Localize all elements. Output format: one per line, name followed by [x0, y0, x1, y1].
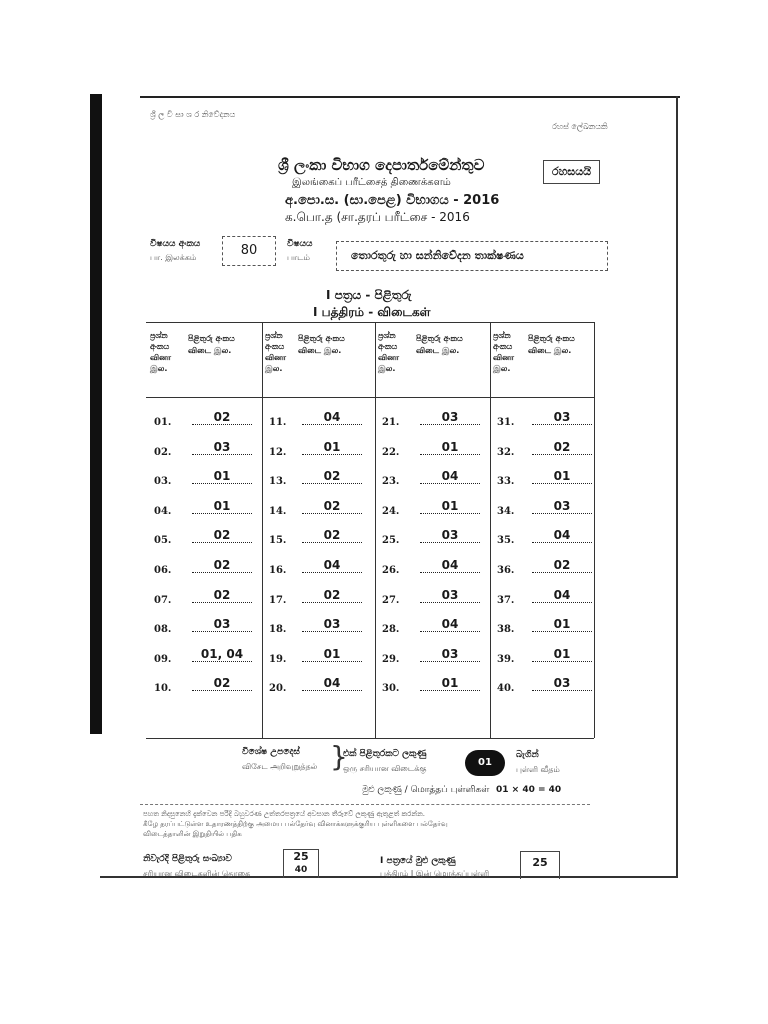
question-number: 35. — [497, 535, 515, 547]
qno-column-header: இல. — [493, 364, 511, 373]
answer-value: 02 — [192, 588, 252, 603]
question-number: 22. — [382, 446, 400, 458]
answer-value: 02 — [192, 410, 252, 425]
instructions-label-si: විශේෂ උපදෙස් — [242, 747, 300, 757]
answer-value: 03 — [532, 676, 592, 691]
answer-value: 03 — [192, 440, 252, 455]
answer-column-header: விடை இல. — [528, 346, 572, 355]
qno-column-header: ප්‍රශ්න — [265, 331, 283, 340]
correct-count-box — [283, 849, 319, 878]
question-number: 15. — [269, 535, 287, 547]
qno-column-header: අංකය — [265, 342, 285, 351]
paper-total-label-ta: பத்திரம் I இன் மொத்தப்புள்ளி — [380, 869, 490, 878]
question-number: 20. — [269, 683, 287, 695]
answer-column-header: පිළිතුරු අංකය — [528, 334, 575, 343]
each-label-ta: புள்ளி வீதம் — [516, 765, 560, 774]
answer-value: 01 — [302, 440, 362, 455]
answer-value: 03 — [420, 410, 480, 425]
answer-value: 02 — [302, 499, 362, 514]
qno-column-header: අංකය — [150, 342, 170, 351]
question-number: 25. — [382, 535, 400, 547]
question-number: 03. — [154, 476, 172, 488]
question-number: 24. — [382, 505, 400, 517]
question-number: 11. — [269, 417, 287, 428]
question-number: 06. — [154, 565, 172, 576]
answer-value: 02 — [192, 528, 252, 543]
question-number: 14. — [269, 505, 287, 517]
instructions-label-ta: விசேட அறிவுறுத்தல் — [242, 762, 318, 771]
question-number: 12. — [269, 446, 287, 458]
answer-column-header: விடை இல. — [416, 346, 460, 355]
per-answer-label-ta: ஒரு சரியான விடைக்கு — [343, 764, 427, 773]
subject-code-label-si: විෂයය අංකය — [150, 239, 201, 249]
answer-column-header: விடை இல. — [298, 346, 342, 355]
qno-column-header: ප්‍රශ්න — [493, 331, 511, 340]
answer-column-header: පිළිතුරු අංකය — [416, 334, 463, 343]
answer-value: 01 — [532, 617, 592, 632]
answer-value: 01 — [302, 647, 362, 662]
answer-column-header: விடை இல. — [188, 346, 232, 355]
question-number: 33. — [497, 476, 515, 488]
question-number: 38. — [497, 624, 515, 636]
question-number: 09. — [154, 653, 172, 665]
qno-column-header: இல. — [265, 364, 283, 373]
question-number: 13. — [269, 476, 287, 488]
qno-column-header: வினா — [378, 353, 400, 362]
answer-value: 02 — [302, 528, 362, 543]
corner-top-right: රහස් ලේඛනයකි — [552, 122, 608, 131]
answer-value: 01 — [420, 440, 480, 455]
paper-total-label-si: I පත්‍රයේ මුළු ලකුණු — [380, 856, 456, 866]
question-number: 40. — [497, 683, 515, 695]
subject-name-box — [336, 241, 608, 271]
answer-value: 03 — [420, 588, 480, 603]
answer-value: 02 — [192, 558, 252, 573]
answer-value: 01 — [420, 499, 480, 514]
qno-column-header: අංකය — [493, 342, 513, 351]
answer-value: 04 — [532, 588, 592, 603]
question-number: 08. — [154, 624, 172, 636]
answer-value: 02 — [302, 588, 362, 603]
question-number: 29. — [382, 653, 400, 665]
answer-value: 04 — [532, 528, 592, 543]
qno-column-header: வினா — [493, 353, 515, 362]
answer-column-header: පිළිතුරු අංකය — [298, 334, 345, 343]
section-title-si: I පත්‍රය - පිළිතුරු — [326, 288, 412, 302]
correct-count-label-si: නිවැරදි පිළිතුරු සංඛ්‍යාව — [143, 854, 232, 864]
question-number: 16. — [269, 565, 287, 576]
correct-count-value-2: 40 — [294, 865, 308, 875]
correct-count-label-ta: சரியான விடைகளின் தொகை — [143, 869, 251, 878]
table-divider-4 — [594, 322, 595, 738]
question-number: 04. — [154, 505, 172, 517]
qno-column-header: இல. — [150, 364, 168, 373]
answer-value: 01 — [420, 676, 480, 691]
table-divider-3 — [490, 322, 491, 738]
qno-column-header: ප්‍රශ්න — [150, 331, 168, 340]
answer-value: 04 — [302, 558, 362, 573]
answer-value: 04 — [420, 469, 480, 484]
answer-value: 02 — [302, 469, 362, 484]
answer-value: 04 — [302, 676, 362, 691]
answer-value: 04 — [302, 410, 362, 425]
subject-name-label-si: විෂයය — [287, 239, 313, 249]
subject-code-label-ta: பா. இலக்கம் — [150, 253, 197, 262]
answer-value: 03 — [532, 499, 592, 514]
subject-name-label-ta: பாடம் — [287, 253, 310, 262]
question-number: 26. — [382, 565, 400, 576]
question-number: 28. — [382, 624, 400, 636]
qno-column-header: வினா — [150, 353, 172, 362]
qno-column-header: இல. — [378, 364, 396, 373]
table-divider-1 — [262, 322, 263, 738]
question-number: 02. — [154, 446, 172, 458]
note-line-3: விடைத்தாளின் இறுதியில் பதிக — [143, 830, 242, 838]
answer-value: 03 — [192, 617, 252, 632]
scan-edge-right — [676, 96, 678, 878]
total-marks-label: මුළු ලකුණු / மொத்தப் புள்ளிகள் — [362, 785, 490, 795]
question-number: 23. — [382, 476, 400, 488]
question-number: 17. — [269, 594, 287, 606]
scan-shadow-left — [90, 94, 102, 734]
total-marks-formula: 01 × 40 = 40 — [496, 785, 562, 795]
table-divider-2 — [375, 322, 376, 738]
table-header-rule — [146, 397, 594, 398]
answer-value: 01, 04 — [192, 647, 252, 662]
table-top-rule — [146, 322, 594, 323]
paper-total-value: 25 — [532, 856, 548, 869]
department-title-si: ශ්‍රී ලංකා විභාග දෙපාර්තමේන්තුව — [278, 156, 485, 174]
question-number: 01. — [154, 417, 172, 428]
per-answer-label-si: එක් පිළිතුරකට ලකුණු — [343, 749, 427, 759]
answer-value: 03 — [420, 528, 480, 543]
brace-glyph: } — [330, 740, 348, 773]
corner-top-left: ශ්‍රී ල වි සා ශ ර නිවේදනය — [150, 110, 236, 119]
subject-name: තොරතුරු හා සන්නිවේදන තාක්ෂණය — [351, 249, 524, 262]
qno-column-header: வினா — [265, 353, 287, 362]
subject-code: 80 — [240, 243, 258, 258]
question-number: 39. — [497, 653, 515, 665]
answer-value: 01 — [532, 647, 592, 662]
note-line-2: கீழே தரப்பட்டுள்ள உதாரணத்திற்கு அமைய பல்தேர்வு வினாக்களுக்குரிய புள்ளிகளை பல்தேர்வு — [143, 820, 448, 828]
answer-value: 01 — [192, 469, 252, 484]
answer-value: 04 — [420, 558, 480, 573]
answer-column-header: පිළිතුරු අංකය — [188, 334, 235, 343]
question-number: 36. — [497, 565, 515, 576]
subject-code-box — [222, 236, 276, 266]
answer-value: 01 — [532, 469, 592, 484]
question-number: 37. — [497, 594, 515, 606]
question-number: 07. — [154, 594, 172, 606]
answer-value: 02 — [192, 676, 252, 691]
answer-value: 03 — [420, 647, 480, 662]
question-number: 21. — [382, 417, 400, 428]
paper-total-box — [520, 851, 560, 879]
table-bottom-rule — [146, 738, 594, 739]
each-label-si: බැගින් — [516, 750, 539, 760]
question-number: 10. — [154, 683, 172, 695]
qno-column-header: අංකය — [378, 342, 398, 351]
question-number: 05. — [154, 535, 172, 547]
question-number: 27. — [382, 594, 400, 606]
question-number: 31. — [497, 417, 515, 428]
question-number: 34. — [497, 505, 515, 517]
marks-per-answer-badge: 01 — [465, 750, 505, 776]
answer-value: 02 — [532, 558, 592, 573]
answer-value: 02 — [532, 440, 592, 455]
answer-value: 04 — [420, 617, 480, 632]
question-number: 30. — [382, 683, 400, 695]
department-title-ta: இலங்கைப் பரீட்சைத் திணைக்களம் — [292, 177, 451, 188]
scan-edge-top — [140, 96, 680, 98]
note-line-1: පහත නිදසුනෙහි දැක්වෙන පරිදි බහුවරණ උත්තරපත්‍රයේ අවසාන තීරුවේ ලකුණු ඇතුළත් කරන්න. — [143, 810, 425, 818]
exam-title-ta: க.பொ.த (சா.தரப் பரீட்சை - 2016 — [285, 210, 470, 224]
answer-value: 01 — [192, 499, 252, 514]
answer-value: 03 — [302, 617, 362, 632]
answer-value: 03 — [532, 410, 592, 425]
exam-title-si: අ.පො.ස. (සා.පෙළ) විභාගය - 2016 — [285, 193, 500, 208]
confidential-badge: රහසයයි — [543, 160, 600, 184]
notes-divider — [140, 804, 590, 806]
correct-count-value: 25 — [293, 850, 309, 863]
question-number: 32. — [497, 446, 515, 458]
question-number: 19. — [269, 653, 287, 665]
qno-column-header: ප්‍රශ්න — [378, 331, 396, 340]
question-number: 18. — [269, 624, 287, 636]
section-title-ta: I பத்திரம் - விடைகள் — [313, 305, 431, 319]
